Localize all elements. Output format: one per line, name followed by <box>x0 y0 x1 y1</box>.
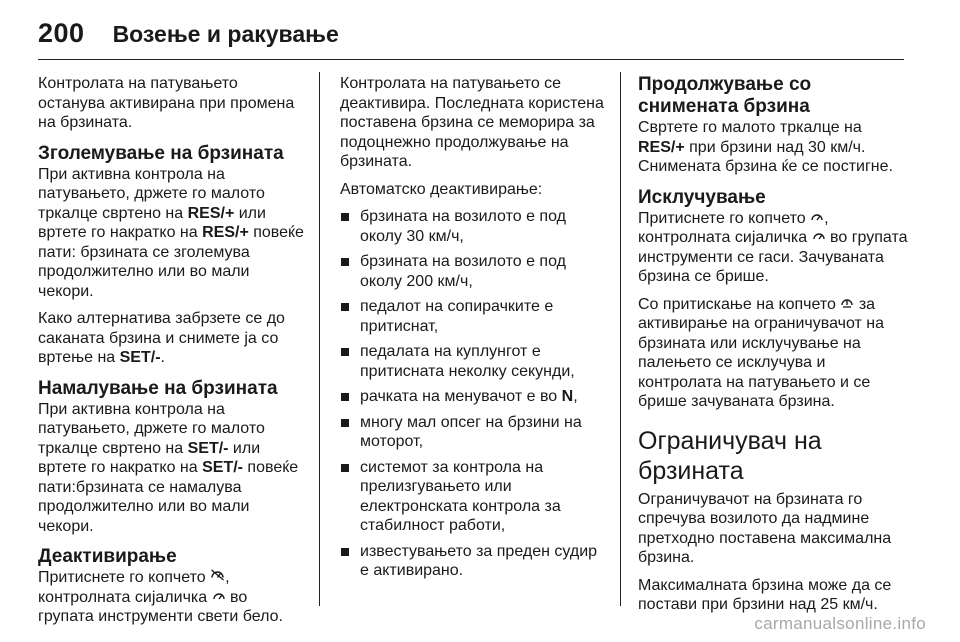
paragraph-limiter-2: Максималната брзина може да се постави при брзини над 25 км/ч. <box>638 576 892 613</box>
page-title: Возење и ракување <box>112 21 339 47</box>
paragraph-switch-off-limiter: Со притискање на копчето за активирање на ограничувачот на брзината или исклучување на палењето се исклучува и контролата на патувањето и се брише зачуваната брзина. <box>638 295 884 410</box>
label-set-minus: SET/- <box>187 439 229 457</box>
paragraph-deactivated-speed: Контролата на патувањето се деактивира. Последната користена поставена брзина се меморира за подоцнежно продолжување на брзината. <box>340 75 604 170</box>
heading-switch-off: Исклучување <box>638 186 766 208</box>
page-number: 200 <box>38 18 85 48</box>
paragraph-switch-off: Притиснете го копчето , контролната сијаличка во групата инструменти се гаси. Зачуваната брзина се брише. <box>638 209 908 285</box>
label-res-plus: RES/+ <box>202 224 249 241</box>
paragraph-resume-speed: Свртете го малото тркалце на RES/+ при брзини над 30 км/ч. Снимената брзина ќе се постигне. <box>638 119 893 175</box>
label-res-plus: RES/+ <box>187 204 235 222</box>
column-divider <box>620 72 621 606</box>
bullet-marker <box>341 348 349 356</box>
paragraph-deactivate: Притиснете го копчето , контролната сијаличка во групата инструменти свети бело. <box>38 569 283 625</box>
bullet-marker <box>341 258 349 266</box>
speed-limiter-icon <box>840 295 854 310</box>
bullet-marker <box>341 548 349 556</box>
gear-neutral-label: N <box>561 388 574 405</box>
list-item: брзината на возилото е под околу 30 км/ч, <box>340 207 610 246</box>
bullet-marker <box>341 464 349 472</box>
label-set-minus: SET/- <box>202 459 243 476</box>
heading-decrease-speed: Намалување на брзината <box>38 377 278 399</box>
column-right <box>638 74 908 623</box>
list-item: системот за контрола на прелизгувањето или електронската контрола за стабилност работи, <box>340 458 610 536</box>
cruise-control-icon <box>810 210 824 224</box>
paragraph-auto-deactivate: Автоматско деактивирање: <box>340 180 543 198</box>
list-item: брзината на возилото е под околу 200 км/ч, <box>340 252 610 291</box>
list-item: известувањето за преден судир е активирано. <box>340 542 610 581</box>
heading-resume-speed: Продолжување со снимената брзина <box>638 74 812 117</box>
cruise-control-lamp-icon <box>212 589 226 603</box>
heading-increase-speed: Зголемување на брзината <box>38 142 284 164</box>
list-item: педалот на сопирачките е притиснат, <box>340 297 610 336</box>
paragraph-intro: Контролата на патувањето останува активирана при промена на брзината. <box>38 75 295 131</box>
column-left <box>38 74 306 635</box>
cruise-control-lamp-icon <box>812 229 826 243</box>
label-res-plus: RES/+ <box>638 138 685 156</box>
header-rule <box>38 59 904 60</box>
column-middle <box>340 74 610 587</box>
bullet-marker <box>341 303 349 311</box>
page-header <box>38 18 339 48</box>
bullet-marker <box>341 393 349 401</box>
list-item: педалата на куплунгот е притисната неколку секунди, <box>340 342 610 381</box>
heading-deactivate: Деактивирање <box>38 546 177 567</box>
list-item: рачката на менувачот е во N, <box>340 387 610 407</box>
paragraph-increase-alt: Како алтернатива забрзете се до саканата брзина и снимете ја со вртење на SET/-. <box>38 310 285 366</box>
watermark: carmanualsonline.info <box>754 614 926 633</box>
cruise-cancel-icon <box>210 568 225 583</box>
bullet-marker <box>341 213 349 221</box>
heading-speed-limiter: Ограничувач на брзината <box>638 426 822 485</box>
label-set-minus: SET/- <box>119 349 161 366</box>
column-divider <box>319 72 320 606</box>
list-item: многу мал опсег на брзини на моторот, <box>340 413 610 452</box>
paragraph-decrease-speed: При активна контрола на патувањето, држете го малото тркалце свртено на SET/- или вртете го накратко на SET/- повеќе пати:брзината се намалува продолжително или во мали чекори. <box>38 400 299 535</box>
paragraph-limiter-1: Ограничувачот на брзината го спречува возилото да надмине претходно поставена максимална брзина. <box>638 490 892 566</box>
bullet-marker <box>341 419 349 427</box>
auto-deactivate-list <box>340 207 610 581</box>
paragraph-increase-speed: При активна контрола на патувањето, држете го малото тркалце свртено на RES/+ или вртете го накратко на RES/+ повеќе пати: брзината се зголемува продолжително или во мали чекори. <box>38 165 304 300</box>
